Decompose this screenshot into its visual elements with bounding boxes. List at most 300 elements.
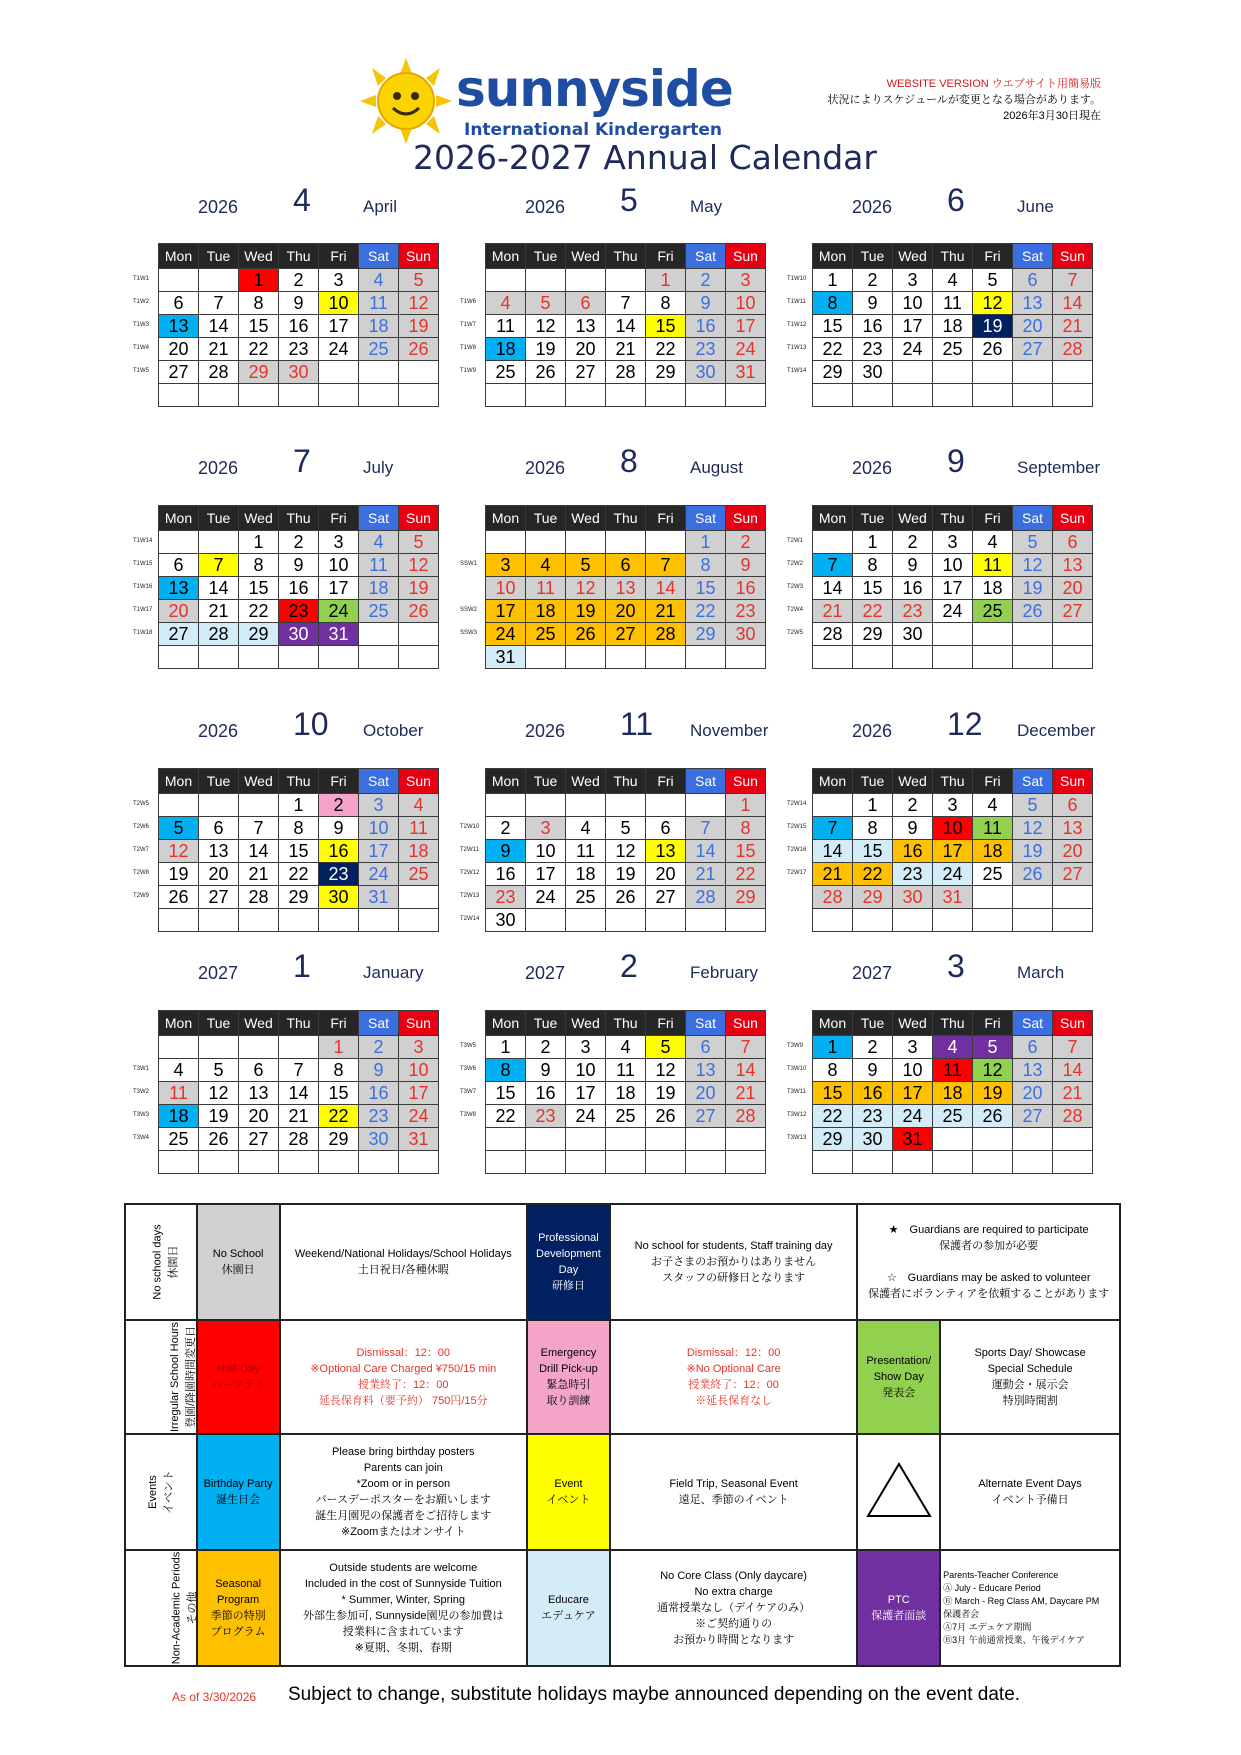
weekday-header: Sat <box>686 244 726 269</box>
day-cell: 27 <box>159 623 199 646</box>
day-cell: 17 <box>893 315 933 338</box>
legend-weekend-desc: Weekend/National Holidays/School Holidays 土日祝日/各種休暇 <box>280 1204 527 1320</box>
day-cell: 1 <box>279 794 319 817</box>
day-cell: 30 <box>853 361 893 384</box>
day-cell <box>1053 384 1093 407</box>
weekday-header: Sat <box>1013 244 1053 269</box>
day-cell <box>566 384 606 407</box>
day-cell: 20 <box>566 338 606 361</box>
month-year: 2026 <box>852 458 893 478</box>
day-cell: 16 <box>279 315 319 338</box>
day-cell: 31 <box>933 886 973 909</box>
day-cell: 4 <box>526 554 566 577</box>
day-cell: 11 <box>359 292 399 315</box>
day-cell: 6 <box>686 1036 726 1059</box>
day-cell: 26 <box>199 1128 239 1151</box>
day-cell <box>1053 909 1093 932</box>
day-cell <box>893 384 933 407</box>
day-cell: 6 <box>239 1059 279 1082</box>
day-cell <box>359 361 399 384</box>
day-cell: 10 <box>933 817 973 840</box>
month-number: 7 <box>293 443 311 479</box>
day-cell: 10 <box>933 554 973 577</box>
weekday-header: Sat <box>359 1011 399 1036</box>
day-cell <box>486 531 526 554</box>
day-cell: 23 <box>359 1105 399 1128</box>
day-cell: 15 <box>813 315 853 338</box>
day-cell: 4 <box>606 1036 646 1059</box>
day-cell: 15 <box>279 840 319 863</box>
day-cell: 4 <box>973 531 1013 554</box>
month-number: 11 <box>620 706 654 742</box>
week-label: T1W5 <box>133 368 150 374</box>
week-label: T2W5 <box>133 801 150 807</box>
day-cell: 27 <box>566 361 606 384</box>
day-cell: 25 <box>526 623 566 646</box>
month-header <box>158 443 448 483</box>
day-cell: 1 <box>646 269 686 292</box>
day-cell <box>726 909 766 932</box>
day-cell <box>606 531 646 554</box>
day-cell: 8 <box>319 1059 359 1082</box>
day-cell: 24 <box>566 1105 606 1128</box>
month-calendar-table <box>485 243 766 407</box>
legend-row-label: No school days 休園日 <box>125 1204 197 1320</box>
day-cell <box>933 909 973 932</box>
month-year: 2026 <box>525 458 566 478</box>
month-header <box>812 706 1102 746</box>
day-cell: 3 <box>486 554 526 577</box>
week-label: T1W8 <box>460 345 477 351</box>
day-cell: 4 <box>486 292 526 315</box>
week-label: T2W9 <box>133 893 150 899</box>
month-name: November <box>690 721 769 740</box>
week-label: T1W15 <box>133 561 153 567</box>
weekday-header: Thu <box>933 506 973 531</box>
day-cell: 9 <box>359 1059 399 1082</box>
day-cell: 28 <box>813 623 853 646</box>
day-cell <box>359 384 399 407</box>
day-cell: 11 <box>159 1082 199 1105</box>
month-calendar-table <box>812 1010 1093 1174</box>
month-header <box>812 443 1102 483</box>
week-label: T1W14 <box>787 368 807 374</box>
day-cell: 3 <box>359 794 399 817</box>
day-cell <box>486 1128 526 1151</box>
day-cell: 10 <box>399 1059 439 1082</box>
weekday-header: Tue <box>853 769 893 794</box>
day-cell: 21 <box>239 863 279 886</box>
legend-half-day-swatch: Half-Day ハーフデイ <box>197 1320 280 1434</box>
day-cell <box>1013 361 1053 384</box>
day-cell: 18 <box>566 863 606 886</box>
day-cell: 13 <box>606 577 646 600</box>
weekday-header: Thu <box>279 244 319 269</box>
legend-row-non-academic <box>125 1550 1120 1666</box>
week-label: T1W18 <box>133 630 153 636</box>
day-cell: 12 <box>526 315 566 338</box>
day-cell: 7 <box>813 554 853 577</box>
day-cell: 7 <box>813 817 853 840</box>
weekday-header: Wed <box>893 769 933 794</box>
page-title: 2026-2027 Annual Calendar <box>413 138 877 177</box>
day-cell <box>279 384 319 407</box>
weekday-header: Tue <box>853 1011 893 1036</box>
day-cell <box>813 531 853 554</box>
day-cell: 28 <box>606 361 646 384</box>
day-cell: 23 <box>279 600 319 623</box>
day-cell: 29 <box>319 1128 359 1151</box>
day-cell: 21 <box>1053 315 1093 338</box>
week-label: T2W11 <box>460 847 479 853</box>
month-name: January <box>363 963 424 982</box>
day-cell <box>359 909 399 932</box>
day-cell: 27 <box>1013 1105 1053 1128</box>
day-cell: 13 <box>646 840 686 863</box>
day-cell <box>813 384 853 407</box>
day-cell: 2 <box>279 531 319 554</box>
day-cell <box>1053 1128 1093 1151</box>
day-cell: 13 <box>199 840 239 863</box>
day-cell: 8 <box>853 817 893 840</box>
day-cell: 7 <box>239 817 279 840</box>
day-cell: 2 <box>319 794 359 817</box>
day-cell <box>933 1151 973 1174</box>
day-cell: 5 <box>646 1036 686 1059</box>
day-cell: 2 <box>893 531 933 554</box>
day-cell <box>1053 361 1093 384</box>
week-label: T2W15 <box>787 824 807 830</box>
day-cell: 21 <box>646 600 686 623</box>
day-cell <box>726 1128 766 1151</box>
week-label: T1W12 <box>787 322 807 328</box>
day-cell: 21 <box>606 338 646 361</box>
day-cell <box>1013 1128 1053 1151</box>
weekday-header: Sat <box>686 1011 726 1036</box>
day-cell: 12 <box>606 840 646 863</box>
month-number: 3 <box>947 948 965 984</box>
day-cell: 2 <box>853 269 893 292</box>
day-cell: 6 <box>159 554 199 577</box>
weekday-header: Tue <box>199 244 239 269</box>
month-name: February <box>690 963 759 982</box>
day-cell: 23 <box>893 863 933 886</box>
day-cell: 25 <box>933 1105 973 1128</box>
weekday-header: Thu <box>606 1011 646 1036</box>
day-cell: 17 <box>359 840 399 863</box>
day-cell: 10 <box>486 577 526 600</box>
week-label: T2W7 <box>133 847 150 853</box>
week-label: T2W3 <box>787 584 804 590</box>
month-year: 2027 <box>198 963 239 983</box>
day-cell: 5 <box>973 1036 1013 1059</box>
weekday-header: Wed <box>566 1011 606 1036</box>
day-cell: 26 <box>526 361 566 384</box>
day-cell <box>399 886 439 909</box>
day-cell: 5 <box>1013 531 1053 554</box>
day-cell: 14 <box>199 577 239 600</box>
legend-ptc-desc: Parents-Teacher Conference Ⓐ July - Educare Period Ⓑ March - Reg Class AM, Daycare PM 保護者会 Ⓐ7月 エデュケア期間 Ⓑ3月 午前通常授業、午後デイケア <box>940 1550 1120 1666</box>
day-cell: 26 <box>973 1105 1013 1128</box>
week-label: T2W17 <box>787 870 807 876</box>
day-cell: 27 <box>1013 338 1053 361</box>
day-cell: 3 <box>893 269 933 292</box>
day-cell: 30 <box>893 886 933 909</box>
day-cell: 22 <box>853 863 893 886</box>
month-calendar-table <box>158 243 439 407</box>
day-cell: 9 <box>853 292 893 315</box>
weekday-header: Fri <box>646 769 686 794</box>
legend-table <box>124 1203 1121 1667</box>
day-cell: 10 <box>566 1059 606 1082</box>
day-cell: 23 <box>726 600 766 623</box>
day-cell <box>933 623 973 646</box>
weekday-header: Sun <box>1053 244 1093 269</box>
week-label: T3W13 <box>787 1135 807 1141</box>
legend-show-day-desc: Sports Day/ Showcase Special Schedule 運動会・展示会 特別時間割 <box>940 1320 1120 1434</box>
day-cell: 19 <box>606 863 646 886</box>
day-cell: 17 <box>319 577 359 600</box>
day-cell <box>1053 623 1093 646</box>
day-cell: 2 <box>893 794 933 817</box>
day-cell: 22 <box>726 863 766 886</box>
month-header <box>812 948 1102 988</box>
day-cell: 17 <box>526 863 566 886</box>
day-cell <box>566 1151 606 1174</box>
day-cell <box>606 1128 646 1151</box>
month-name: July <box>363 458 394 477</box>
day-cell <box>399 384 439 407</box>
weekday-header: Thu <box>279 1011 319 1036</box>
day-cell: 22 <box>853 600 893 623</box>
day-cell <box>1013 909 1053 932</box>
day-cell: 18 <box>526 600 566 623</box>
day-cell <box>853 646 893 669</box>
day-cell <box>726 1151 766 1174</box>
week-label: T3W10 <box>787 1066 807 1072</box>
weekday-header: Thu <box>933 769 973 794</box>
day-cell <box>279 909 319 932</box>
week-label: T1W1 <box>133 276 150 282</box>
sun-mascot-icon <box>360 58 452 144</box>
day-cell: 17 <box>893 1082 933 1105</box>
day-cell: 14 <box>606 315 646 338</box>
day-cell: 25 <box>359 338 399 361</box>
day-cell: 11 <box>933 1059 973 1082</box>
day-cell: 14 <box>1053 1059 1093 1082</box>
weekday-header: Tue <box>853 244 893 269</box>
weekday-header: Sat <box>359 506 399 531</box>
day-cell: 9 <box>893 817 933 840</box>
day-cell: 13 <box>686 1059 726 1082</box>
day-cell <box>813 794 853 817</box>
day-cell: 2 <box>526 1036 566 1059</box>
day-cell: 13 <box>239 1082 279 1105</box>
schedule-change-notice: 状況によりスケジュールが変更となる場合があります。 <box>827 94 1101 106</box>
legend-triangle-swatch <box>857 1434 940 1550</box>
day-cell: 8 <box>853 554 893 577</box>
day-cell: 13 <box>566 315 606 338</box>
day-cell: 28 <box>199 361 239 384</box>
day-cell: 27 <box>199 886 239 909</box>
day-cell: 30 <box>853 1128 893 1151</box>
weekday-header: Tue <box>526 244 566 269</box>
day-cell: 7 <box>199 554 239 577</box>
weekday-header: Mon <box>813 769 853 794</box>
weekday-header: Sun <box>399 506 439 531</box>
weekday-header: Sat <box>359 244 399 269</box>
weekday-header: Fri <box>973 1011 1013 1036</box>
day-cell: 16 <box>319 840 359 863</box>
day-cell: 24 <box>486 623 526 646</box>
day-cell: 15 <box>686 577 726 600</box>
week-label: T3W2 <box>133 1089 150 1095</box>
month-header <box>485 706 775 746</box>
legend-educare-swatch: Educare エデュケア <box>527 1550 610 1666</box>
day-cell <box>399 909 439 932</box>
week-label: T1W16 <box>133 584 153 590</box>
day-cell: 11 <box>486 315 526 338</box>
day-cell: 10 <box>526 840 566 863</box>
day-cell: 7 <box>646 554 686 577</box>
day-cell: 20 <box>159 600 199 623</box>
week-label: SSW3 <box>460 630 478 636</box>
day-cell: 26 <box>1013 600 1053 623</box>
month-calendar-table <box>485 1010 766 1174</box>
day-cell: 19 <box>526 338 566 361</box>
legend-half-day-desc: Dismissal：12：00 ※Optional Care Charged ¥750/15 min 授業終了：12：00 延長保育料（要予約） 750円/15分 <box>280 1320 527 1434</box>
day-cell: 5 <box>399 269 439 292</box>
week-label: T3W8 <box>460 1112 477 1118</box>
day-cell <box>686 1128 726 1151</box>
weekday-header: Tue <box>526 506 566 531</box>
day-cell: 9 <box>486 840 526 863</box>
weekday-header: Thu <box>606 769 646 794</box>
month-year: 2027 <box>852 963 893 983</box>
day-cell: 15 <box>646 315 686 338</box>
day-cell: 7 <box>606 292 646 315</box>
day-cell <box>526 1151 566 1174</box>
day-cell: 11 <box>933 292 973 315</box>
day-cell: 31 <box>726 361 766 384</box>
day-cell: 18 <box>973 577 1013 600</box>
week-label: T2W6 <box>133 824 150 830</box>
day-cell <box>486 794 526 817</box>
day-cell: 14 <box>686 840 726 863</box>
day-cell: 25 <box>399 863 439 886</box>
weekday-header: Fri <box>319 244 359 269</box>
week-label: T1W11 <box>787 299 806 305</box>
day-cell: 19 <box>399 315 439 338</box>
day-cell: 12 <box>646 1059 686 1082</box>
week-label: T3W11 <box>787 1089 806 1095</box>
weekday-header: Sun <box>1053 769 1093 794</box>
day-cell <box>686 909 726 932</box>
day-cell <box>319 361 359 384</box>
month-name: June <box>1017 197 1054 216</box>
day-cell: 20 <box>1053 577 1093 600</box>
day-cell: 21 <box>1053 1082 1093 1105</box>
day-cell: 1 <box>853 794 893 817</box>
day-cell: 12 <box>973 292 1013 315</box>
day-cell <box>526 794 566 817</box>
weekday-header: Sat <box>1013 1011 1053 1036</box>
day-cell <box>686 384 726 407</box>
day-cell <box>606 384 646 407</box>
day-cell <box>813 646 853 669</box>
legend-row-events <box>125 1434 1120 1550</box>
day-cell: 5 <box>526 292 566 315</box>
legend-row-label: Non-Academic Periods その他 <box>125 1550 197 1666</box>
weekday-header: Mon <box>486 506 526 531</box>
day-cell: 16 <box>526 1082 566 1105</box>
day-cell <box>159 1036 199 1059</box>
day-cell <box>486 384 526 407</box>
week-label: SSW2 <box>460 607 478 613</box>
month-number: 4 <box>293 182 311 218</box>
weekday-header: Tue <box>199 506 239 531</box>
day-cell: 24 <box>319 338 359 361</box>
day-cell: 3 <box>399 1036 439 1059</box>
day-cell: 10 <box>359 817 399 840</box>
day-cell: 9 <box>686 292 726 315</box>
week-label: T2W2 <box>787 561 804 567</box>
day-cell: 4 <box>399 794 439 817</box>
day-cell: 28 <box>686 886 726 909</box>
month-name: August <box>690 458 743 477</box>
day-cell: 11 <box>399 817 439 840</box>
day-cell: 20 <box>1013 1082 1053 1105</box>
day-cell: 12 <box>566 577 606 600</box>
day-cell: 16 <box>359 1082 399 1105</box>
day-cell <box>646 909 686 932</box>
day-cell: 3 <box>526 817 566 840</box>
day-cell <box>973 361 1013 384</box>
weekday-header: Sat <box>1013 769 1053 794</box>
day-cell: 13 <box>1013 292 1053 315</box>
day-cell: 4 <box>159 1059 199 1082</box>
day-cell: 26 <box>646 1105 686 1128</box>
day-cell <box>973 1128 1013 1151</box>
day-cell <box>239 1151 279 1174</box>
day-cell: 18 <box>486 338 526 361</box>
weekday-header: Wed <box>893 1011 933 1036</box>
month-name: December <box>1017 721 1096 740</box>
weekday-header: Mon <box>486 244 526 269</box>
day-cell <box>159 269 199 292</box>
day-cell: 28 <box>813 886 853 909</box>
month-year: 2026 <box>525 197 566 217</box>
day-cell: 24 <box>359 863 399 886</box>
weekday-header: Sun <box>726 244 766 269</box>
day-cell: 31 <box>399 1128 439 1151</box>
day-cell: 7 <box>279 1059 319 1082</box>
day-cell: 27 <box>646 886 686 909</box>
weekday-header: Mon <box>159 244 199 269</box>
legend-no-school-swatch: No School 休園日 <box>197 1204 280 1320</box>
day-cell: 11 <box>973 817 1013 840</box>
day-cell: 18 <box>933 315 973 338</box>
weekday-header: Mon <box>486 1011 526 1036</box>
month-year: 2027 <box>525 963 566 983</box>
day-cell: 8 <box>813 292 853 315</box>
day-cell: 30 <box>359 1128 399 1151</box>
day-cell <box>486 269 526 292</box>
day-cell: 21 <box>726 1082 766 1105</box>
weekday-header: Sun <box>726 506 766 531</box>
day-cell: 3 <box>933 531 973 554</box>
day-cell: 16 <box>486 863 526 886</box>
